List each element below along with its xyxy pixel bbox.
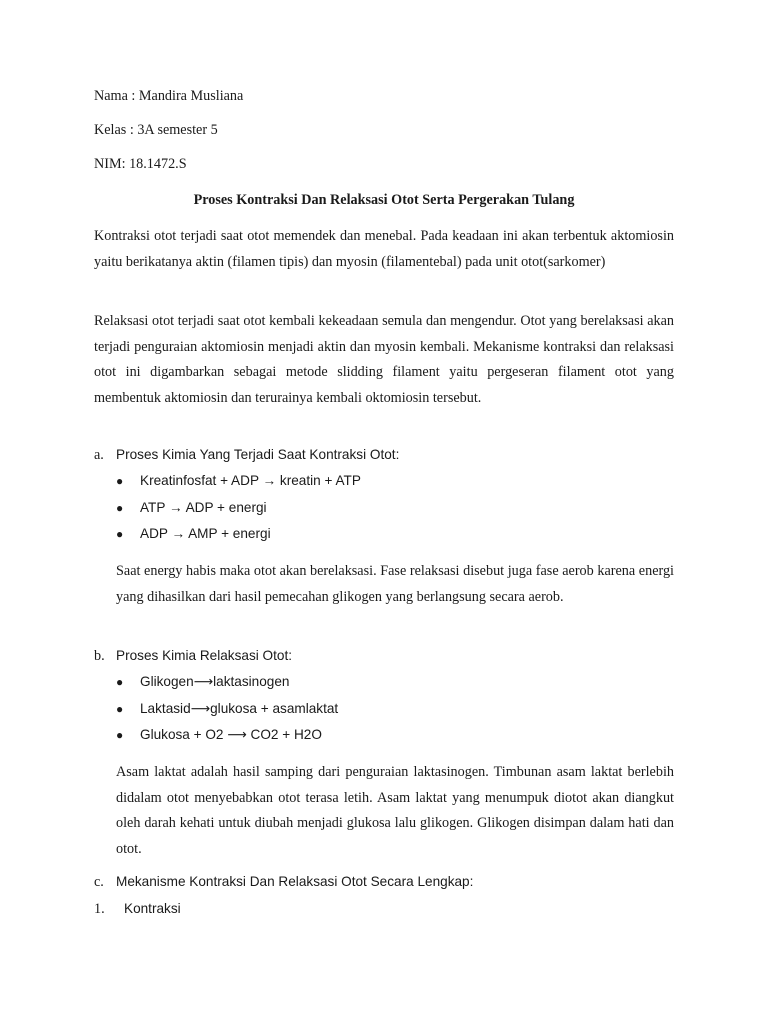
list-item bbox=[116, 526, 271, 541]
section-b-heading bbox=[94, 648, 292, 665]
list-item bbox=[116, 500, 267, 515]
section-c-title: Mekanisme Kontraksi Dan Relaksasi Otot Secara Lengkap: bbox=[116, 874, 474, 889]
paragraph-relaksasi: Relaksasi otot terjadi saat otot kembali kekeadaan semula dan mengendur. Otot yang berelaksasi akan terjadi penguraian aktomiosin menjadi aktin dan myosin kembali. Mekanisme kontraksi dan relaksasi otot ini digambarkan sebagai metode slidding filament yaitu pergeseran filament otot yang membentuk aktomiosin dan terurainya kembali oktomiosin tersebut. bbox=[94, 313, 674, 407]
section-a-paragraph: Saat energy habis maka otot akan berelaksasi. Fase relaksasi disebut juga fase aerob karena energi yang dihasilkan dari hasil pemecahan glikogen yang berlangsung secara aerob. bbox=[116, 563, 674, 605]
section-b-marker: b. bbox=[94, 648, 105, 664]
bullet-icon: ● bbox=[116, 501, 124, 515]
list-item-text: Kreatinfosfat + ADP → kreatin + ATP bbox=[140, 473, 361, 488]
list-item bbox=[116, 473, 361, 488]
section-b-title: Proses Kimia Relaksasi Otot: bbox=[116, 648, 293, 663]
paragraph-kontraksi: Kontraksi otot terjadi saat otot memendek dan menebal. Pada keadaan ini akan terbentuk aktomiosin yaitu berikatanya aktin (filamen tipis) dan myosin (filamentebal) pada unit otot(sarkomer) bbox=[94, 228, 674, 270]
bullet-icon: ● bbox=[116, 702, 124, 716]
list-item-text: Glukosa + O2 ⟶ CO2 + H2O bbox=[140, 727, 322, 742]
student-class: Kelas : 3A semester 5 bbox=[94, 122, 218, 138]
section-c-heading bbox=[94, 874, 473, 891]
student-name: Nama : Mandira Musliana bbox=[94, 88, 244, 104]
section-a-marker: a. bbox=[94, 447, 104, 463]
bullet-icon: ● bbox=[116, 728, 124, 742]
section-c-marker: c. bbox=[94, 874, 104, 890]
numbered-item-kontraksi bbox=[94, 901, 181, 918]
section-a-heading bbox=[94, 447, 399, 464]
list-item bbox=[116, 701, 338, 717]
bullet-icon: ● bbox=[116, 527, 124, 541]
list-item-text: Glikogen⟶laktasinogen bbox=[140, 674, 290, 689]
bullet-icon: ● bbox=[116, 675, 124, 689]
numbered-item-label: Kontraksi bbox=[124, 901, 181, 916]
list-item bbox=[116, 727, 322, 743]
section-b-paragraph: Asam laktat adalah hasil samping dari penguraian laktasinogen. Timbunan asam laktat berlebih didalam otot menyebabkan otot terasa letih. Asam laktat yang menumpuk diotot akan diangkut oleh darah kehati untuk diubah menjadi glukosa lalu glikogen. Glikogen disimpan dalam hati dan otot. bbox=[116, 764, 674, 858]
list-item-text: Laktasid⟶glukosa + asamlaktat bbox=[140, 701, 339, 716]
bullet-icon: ● bbox=[116, 474, 124, 488]
section-a-title: Proses Kimia Yang Terjadi Saat Kontraksi Otot: bbox=[116, 447, 400, 462]
document-title: Proses Kontraksi Dan Relaksasi Otot Serta Pergerakan Tulang bbox=[193, 192, 575, 208]
student-nim: NIM: 18.1472.S bbox=[94, 156, 187, 172]
numbered-item-marker: 1. bbox=[94, 901, 105, 917]
list-item-text: ATP → ADP + energi bbox=[140, 500, 267, 515]
list-item-text: ADP → AMP + energi bbox=[140, 526, 271, 541]
list-item bbox=[116, 674, 289, 690]
